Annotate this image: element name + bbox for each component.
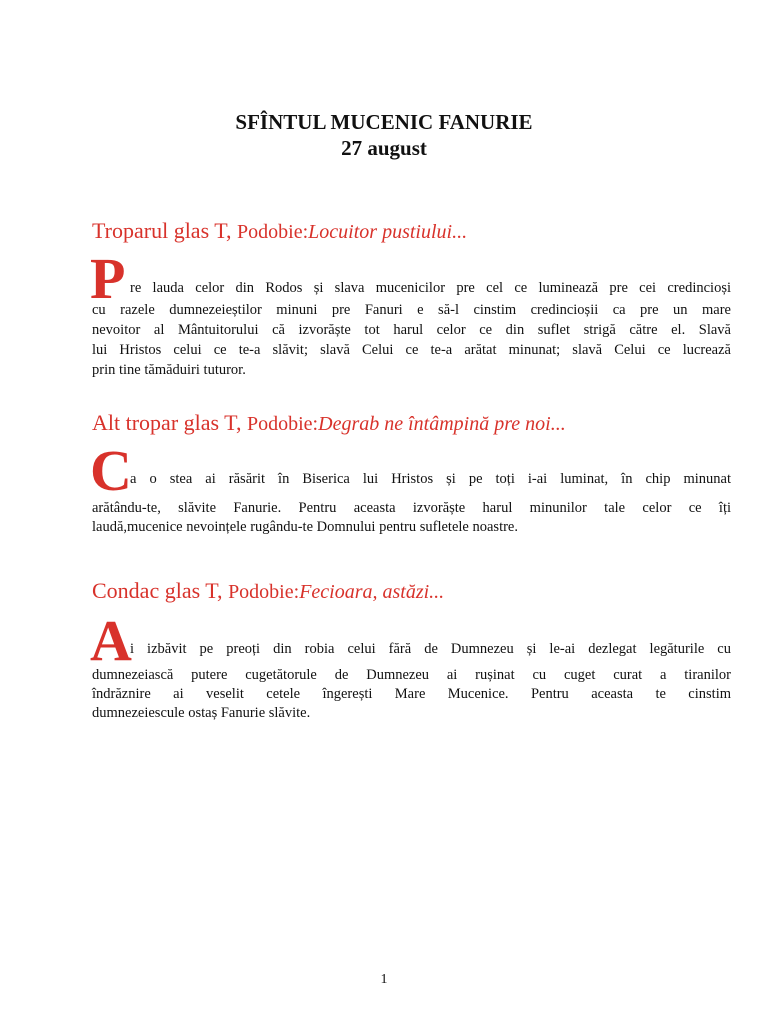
document-title: SFÎNTUL MUCENIC FANURIE <box>235 110 533 134</box>
section-heading-troparul <box>92 218 467 244</box>
paragraph-line: dumnezeiască putere cugetătorule de Dumnezeu ai rușinat cu cuget curat a tiranilor <box>92 667 731 683</box>
paragraph-line: cu razele dumnezeieștilor minuni pre Fanuri e să-l cinstim credincioșii ca pre un mare <box>92 302 731 318</box>
paragraph-line: arătându-te, slăvite Fanurie. Pentru aceasta izvorăște harul minunilor tale celor ce îți <box>92 500 731 516</box>
section-heading-condac <box>92 578 444 604</box>
paragraph-line: prin tine tămăduiri tuturor. <box>92 362 246 378</box>
page-number: 1 <box>380 972 388 987</box>
heading-podobie-text: Locuitor pustiului... <box>308 221 468 243</box>
paragraph-line: i izbăvit pe preoți din robia celui fără de Dumnezeu și le-ai dezlegat legăturile cu <box>130 641 731 657</box>
paragraph-line: a o stea ai răsărit în Biserica lui Hristos și pe toți i-ai luminat, în chip minunat <box>130 471 731 487</box>
paragraph-line: lui Hristos celui ce te-a slăvit; slavă Celui ce te-a arătat minunat; slavă Celui ce lucrează <box>92 342 731 358</box>
drop-cap: C <box>90 438 132 503</box>
heading-podobie-text: Fecioara, astăzi... <box>299 581 445 603</box>
heading-podobie: Podobie: <box>247 413 319 435</box>
heading-main: Troparul glas T, <box>92 218 238 243</box>
heading-podobie: Podobie: <box>228 581 300 603</box>
paragraph-line: laudă,mucenice nevoințele rugându-te Domnului pentru sufletele noastre. <box>92 519 518 535</box>
paragraph-line: dumnezeiescule ostaș Fanurie slăvite. <box>92 705 311 721</box>
drop-cap: P <box>90 246 126 311</box>
paragraph-line: îndrăznire ai veselit cetele îngerești Mare Mucenice. Pentru aceasta te cinstim <box>92 686 731 702</box>
heading-podobie: Podobie: <box>237 221 309 243</box>
section-heading-alt-tropar <box>92 410 566 436</box>
heading-podobie-text: Degrab ne întâmpină pre noi... <box>318 413 566 435</box>
paragraph-line: nevoitor al Mântuitorului că izvorăște tot harul celor ce din suflet strigă către el. Slavă <box>92 322 731 338</box>
drop-cap: A <box>90 608 132 673</box>
heading-main: Condac glas T, <box>92 578 229 603</box>
heading-main: Alt tropar glas T, <box>92 410 247 435</box>
paragraph-line: re lauda celor din Rodos și slava mucenicilor pre cel ce luminează pre cei credincioși <box>130 280 731 296</box>
document-date: 27 august <box>341 136 427 160</box>
